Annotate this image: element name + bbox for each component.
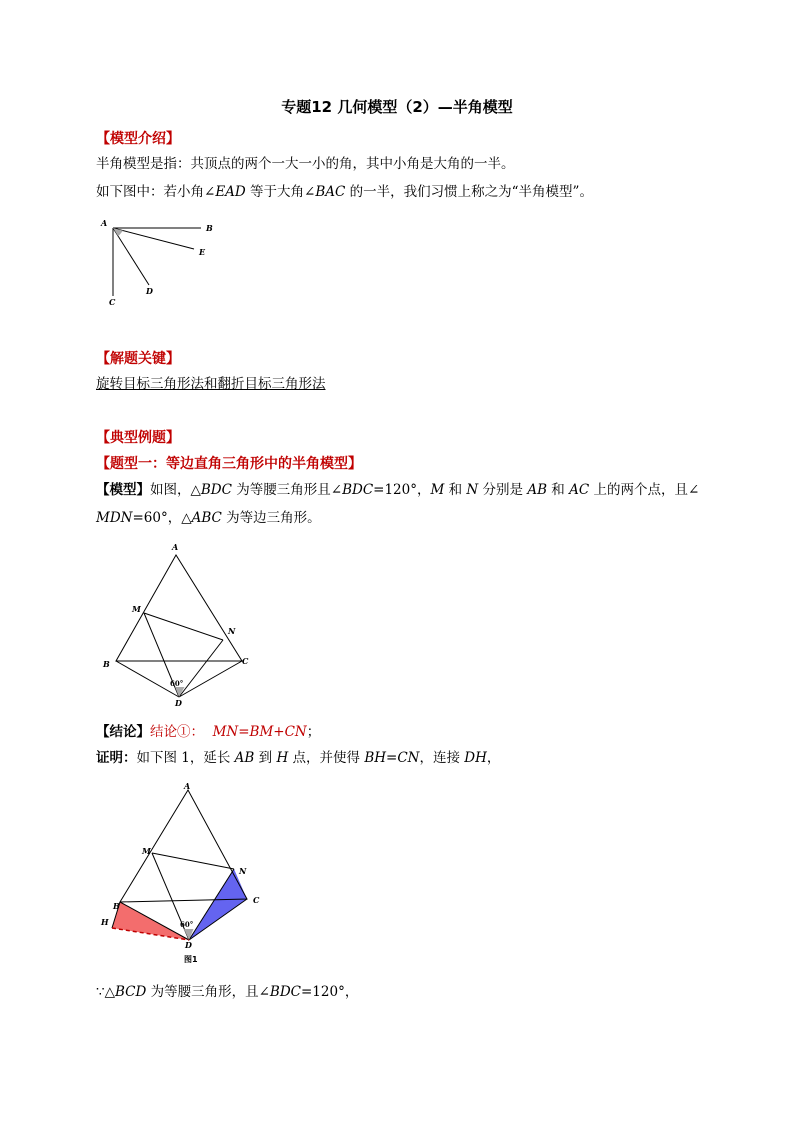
fig2-label-N: N (239, 866, 247, 876)
proof-line: 证明：如下图 1，延长 AB 到 H 点，并使得 BH=CN，连接 DH， (96, 750, 501, 766)
fig2-label-B: B (113, 901, 120, 911)
fig0-label-A: A (101, 218, 108, 228)
fig2-caption: 图1 (184, 955, 198, 964)
model-line-1: 【模型】如图，△BDC 为等腰三角形且∠BDC=120°，M 和 N 分别是 AB 和 AC 上的两个点，且∠ (96, 482, 700, 498)
fig2-shaded-triangle-blue (189, 869, 247, 940)
figure-1-proof (96, 778, 276, 968)
section-heading-intro: 【模型介绍】 (96, 131, 180, 147)
type1-heading: 【题型一：等边直角三角形中的半角模型】 (96, 456, 362, 472)
fig1-label-M: M (132, 604, 141, 614)
section-heading-key: 【解题关键】 (96, 351, 180, 367)
fig2-angle-label: 60° (180, 920, 194, 929)
intro-line-1: 半角模型是指：共顶点的两个一大一小的角，其中小角是大角的一半。 (96, 156, 515, 172)
fig2-label-C: C (253, 895, 260, 905)
fig2-label-D: D (185, 940, 192, 950)
because-line: ∵△BCD 为等腰三角形，且∠BDC=120°， (96, 984, 359, 1000)
fig1-label-A: A (172, 542, 179, 552)
figure-half-angle (96, 212, 226, 312)
key-text: 旋转目标三角形法和翻折目标三角形法 (96, 376, 326, 392)
fig0-label-D: D (146, 286, 153, 296)
section-heading-examples: 【典型例题】 (96, 430, 180, 446)
fig1-angle-label: 60° (170, 679, 184, 688)
conclusion-line: 【结论】结论①： MN=BM+CN； (96, 724, 321, 740)
fig0-label-C: C (109, 297, 116, 307)
intro-line-2: 如下图中：若小角∠EAD 等于大角∠BAC 的一半，我们习惯上称之为“半角模型”。 (96, 184, 593, 200)
fig2-label-H: H (101, 917, 109, 927)
fig1-label-C: C (242, 656, 249, 666)
fig2-label-A: A (184, 781, 191, 791)
fig2-shaded-triangle-red (112, 902, 189, 940)
fig0-label-B: B (206, 223, 213, 233)
fig1-label-B: B (103, 659, 110, 669)
fig0-label-E: E (199, 247, 206, 257)
model-line-2: MDN=60°，△ABC 为等边三角形。 (96, 510, 321, 526)
fig1-label-D: D (175, 698, 182, 708)
page-title: 专题12 几何模型（2）—半角模型 (281, 98, 513, 116)
fig1-label-N: N (228, 626, 236, 636)
fig2-label-M: M (142, 846, 151, 856)
figure-model (96, 540, 266, 712)
